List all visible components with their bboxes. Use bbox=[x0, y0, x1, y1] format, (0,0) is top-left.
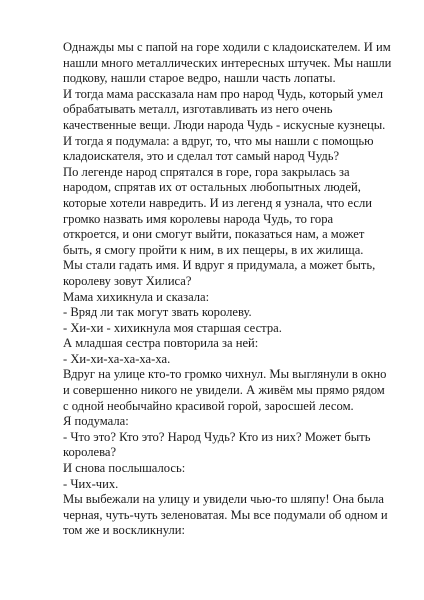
text-line: подкову, нашли старое ведро, нашли часть лопаты. bbox=[63, 71, 336, 86]
text-line: - Хи-хи - хихикнула моя старшая сестра. bbox=[63, 320, 282, 335]
text-line: Мы выбежали на улицу и увидели чью-то шляпу! Она была bbox=[63, 492, 385, 507]
text-line: - Что это? Кто это? Народ Чудь? Кто из них? Может быть bbox=[63, 429, 371, 444]
story-text bbox=[63, 40, 424, 539]
text-line: обрабатывать металл, изготавливать из него очень bbox=[63, 102, 333, 117]
text-line: По легенде народ спрятался в горе, гора закрылась за bbox=[63, 164, 350, 179]
text-line: Вдруг на улице кто-то громко чихнул. Мы выглянули в окно bbox=[63, 367, 387, 382]
text-line: быть, я смогу пройти к ним, в их пещеры, в их жилища. bbox=[63, 242, 364, 257]
text-line: с одной необычайно красивой горой, заросшей лесом. bbox=[63, 398, 354, 413]
text-line: И тогда мама рассказала нам про народ Чудь, который умел bbox=[63, 86, 383, 101]
text-line: народом, спрятав их от остальных любопытных людей, bbox=[63, 180, 361, 195]
text-line: И снова послышалось: bbox=[63, 461, 186, 476]
text-line: громко назвать имя королевы народа Чудь, то гора bbox=[63, 211, 334, 226]
text-line: И тогда я подумала: а вдруг, то, что мы нашли с помощью bbox=[63, 133, 374, 148]
text-line: откроется, и они смогут выйти, показаться нам, а может bbox=[63, 227, 365, 242]
text-line: Мы стали гадать имя. И вдруг я придумала, а может быть, bbox=[63, 258, 376, 273]
text-line: - Чих-чих. bbox=[63, 476, 119, 491]
text-line: качественные вещи. Люди народа Чудь - искусные кузнецы. bbox=[63, 117, 386, 132]
text-line: черная, чуть-чуть зеленоватая. Мы все подумали об одном и bbox=[63, 507, 388, 522]
text-line: королева? bbox=[63, 445, 117, 460]
text-line: Мама хихикнула и сказала: bbox=[63, 289, 210, 304]
text-line: том же и воскликнули: bbox=[63, 523, 186, 538]
text-line: Я подумала: bbox=[63, 414, 129, 429]
text-line: А младшая сестра повторила за ней: bbox=[63, 336, 259, 351]
text-line: Однажды мы с папой на горе ходили с кладоискателем. И им bbox=[63, 40, 391, 54]
text-line: королеву зовут Хилиса? bbox=[63, 273, 192, 288]
text-line: и совершенно никого не увидели. А живём мы прямо рядом bbox=[63, 383, 385, 398]
text-line: нашли много металлических интересных штучек. Мы нашли bbox=[63, 55, 392, 70]
text-line: - Вряд ли так могут звать королеву. bbox=[63, 305, 252, 320]
text-line: - Хи-хи-ха-ха-ха-ха. bbox=[63, 351, 171, 366]
text-line: которые хотели навредить. И из легенд я узнала, что если bbox=[63, 195, 372, 210]
text-line: кладоискателя, это и сделал тот самый народ Чудь? bbox=[63, 149, 340, 164]
